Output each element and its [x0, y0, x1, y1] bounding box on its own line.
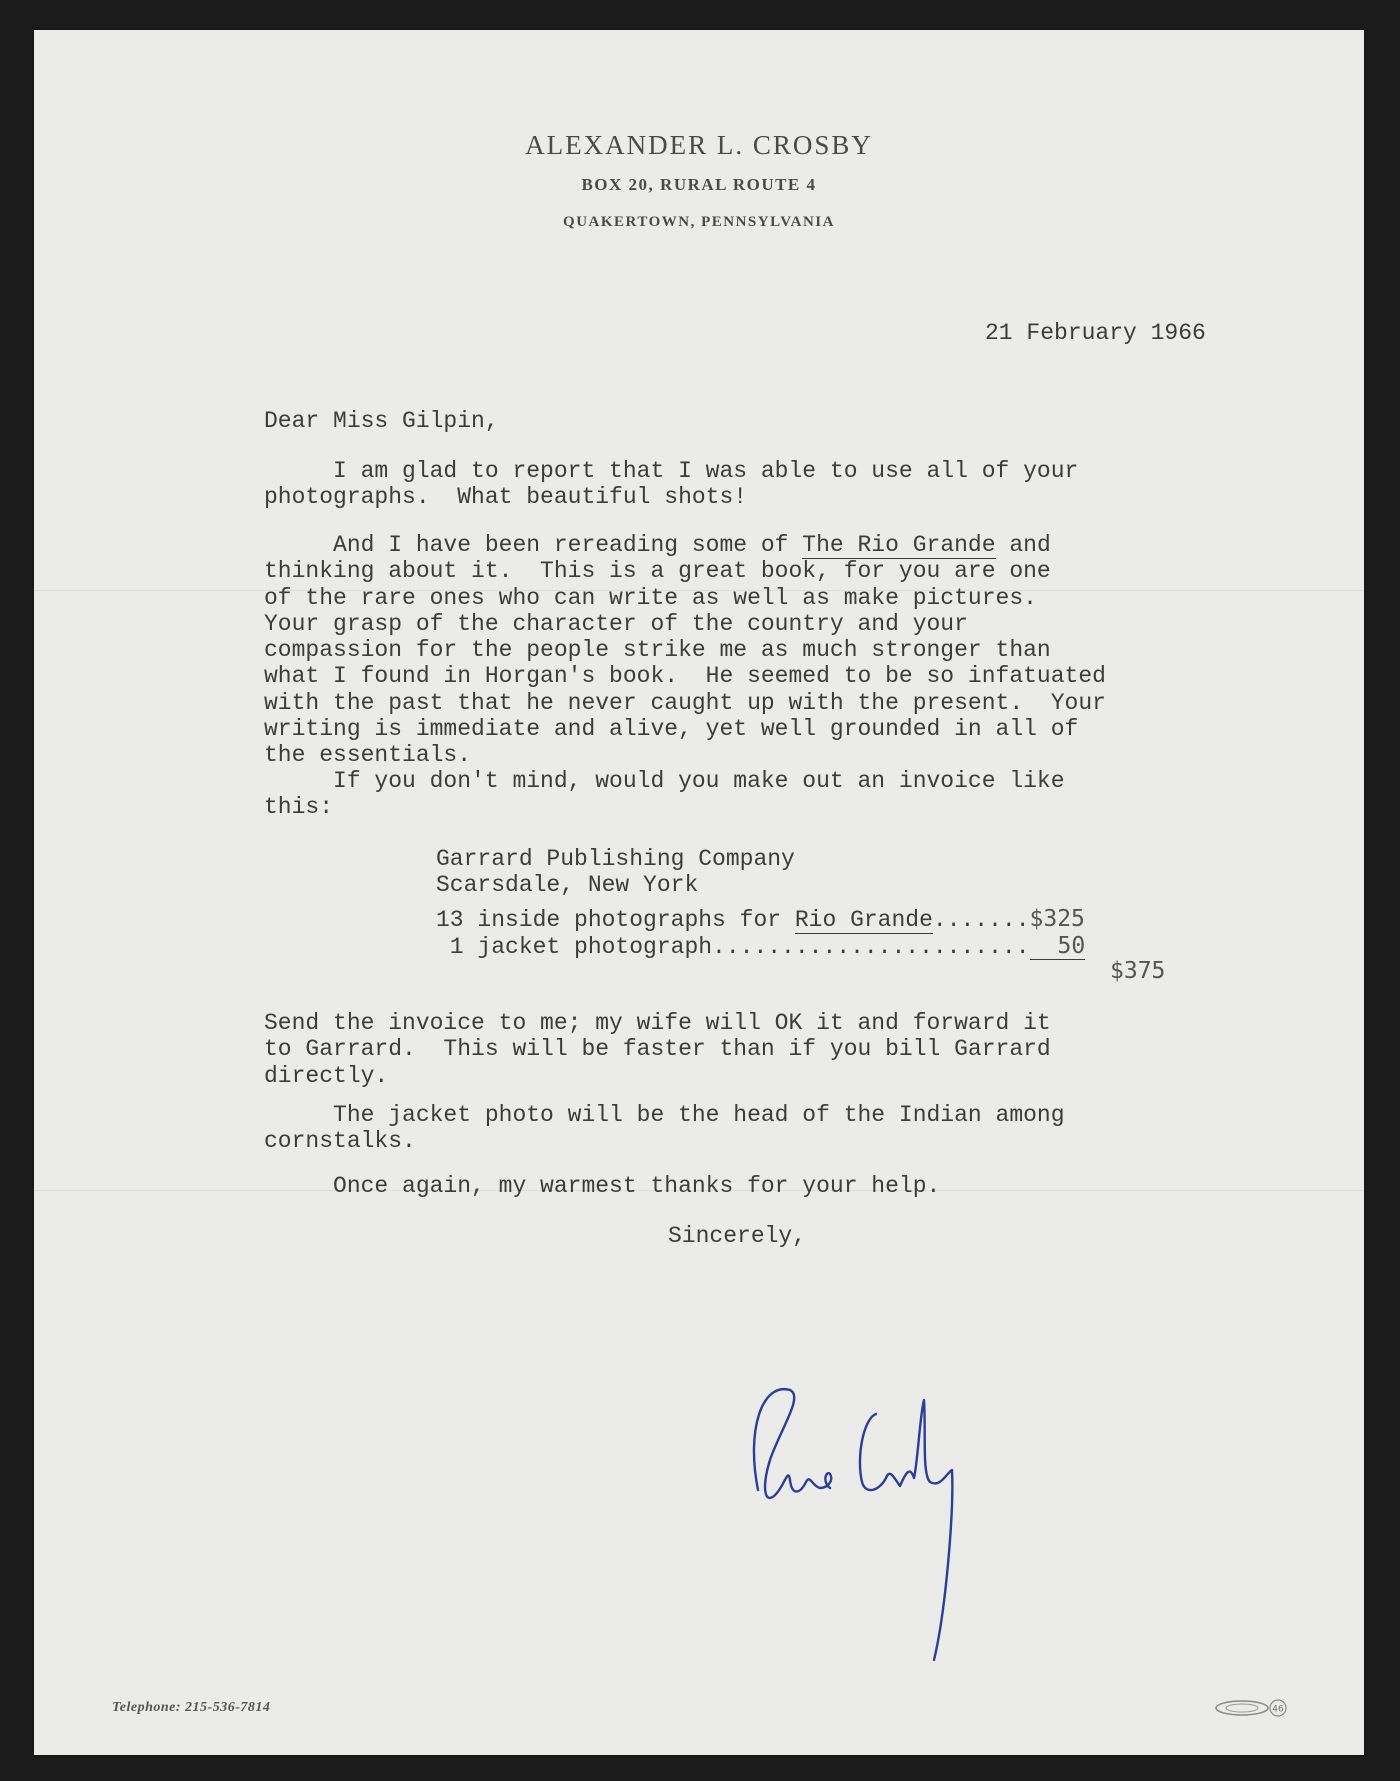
- paragraph-line: I am glad to report that I was able to use all of your: [264, 458, 1079, 484]
- footer-telephone: Telephone: 215-536-7814: [112, 1700, 271, 1715]
- paragraph-line: with the past that he never caught up with the present. Your: [264, 689, 1106, 716]
- paragraph-line: to Garrard. This will be faster than if you bill Garrard: [264, 1036, 1051, 1063]
- paragraph-5: [264, 1102, 1065, 1155]
- paragraph-2: [264, 532, 1106, 769]
- paragraph-6: Once again, my warmest thanks for your help.: [264, 1173, 941, 1199]
- paragraph-1: [264, 458, 1078, 511]
- invoice-item-1-label: 13 inside photographs for: [436, 907, 795, 933]
- letter-date: 21 February 1966: [985, 320, 1206, 346]
- paragraph-line: directly.: [264, 1062, 389, 1089]
- paragraph-line: Your grasp of the character of the country and your: [264, 610, 968, 637]
- paragraph-line: photographs. What beautiful shots!: [264, 484, 748, 511]
- paragraph-line: Send the invoice to me; my wife will OK it and forward it: [264, 1010, 1051, 1036]
- invoice-total: $375: [1110, 958, 1166, 984]
- paragraph-line: of the rare ones who can write as well as make pictures.: [264, 584, 1037, 611]
- paragraph-line: The jacket photo will be the head of the Indian among: [264, 1102, 1065, 1128]
- paragraph-line: cornstalks.: [264, 1128, 416, 1155]
- paragraph-line: And I have been rereading some of: [264, 532, 803, 558]
- invoice-item-2-label: 1 jacket photograph.......................: [436, 934, 1030, 961]
- invoice-city: Scarsdale, New York: [436, 872, 699, 899]
- invoice-company: Garrard Publishing Company: [436, 846, 795, 872]
- book-title: The Rio Grande: [802, 532, 996, 558]
- invoice-item-2-amount: 50: [1030, 933, 1086, 960]
- invoice-item-1-title: Rio Grande: [794, 907, 933, 933]
- invoice-item-1-dots: .......: [932, 907, 1030, 933]
- union-label-icon: [1212, 1696, 1292, 1720]
- letterhead-address-line2: QUAKERTOWN, PENNSYLVANIA: [563, 214, 835, 230]
- handwritten-signature: [734, 1370, 994, 1670]
- paragraph-4: [264, 1010, 1051, 1089]
- letterhead-address-line1: BOX 20, RURAL ROUTE 4: [581, 175, 817, 194]
- paragraph-line: If you don't mind, would you make out an invoice like: [264, 768, 1065, 794]
- paragraph-line: thinking about it. This is a great book, for you are one: [264, 558, 1051, 585]
- paragraph-line: the essentials.: [264, 742, 472, 769]
- signoff: Sincerely,: [668, 1223, 807, 1249]
- invoice-address: [436, 846, 795, 899]
- paragraph-line: and: [995, 532, 1051, 558]
- union-number: 46: [1272, 1704, 1284, 1715]
- paragraph-line: what I found in Horgan's book. He seemed to be so infatuated: [264, 663, 1106, 690]
- paragraph-line: writing is immediate and alive, yet well grounded in all of: [264, 716, 1079, 743]
- salutation: Dear Miss Gilpin,: [264, 408, 499, 434]
- invoice-item-1-amount: $325: [1029, 906, 1085, 932]
- invoice-lines: [436, 906, 1085, 961]
- letterhead-name: ALEXANDER L. CROSBY: [525, 130, 873, 160]
- paragraph-line: this:: [264, 794, 334, 821]
- paragraph-3: [264, 768, 1065, 821]
- letter-page: [34, 30, 1364, 1755]
- paragraph-line: compassion for the people strike me as much stronger than: [264, 637, 1051, 664]
